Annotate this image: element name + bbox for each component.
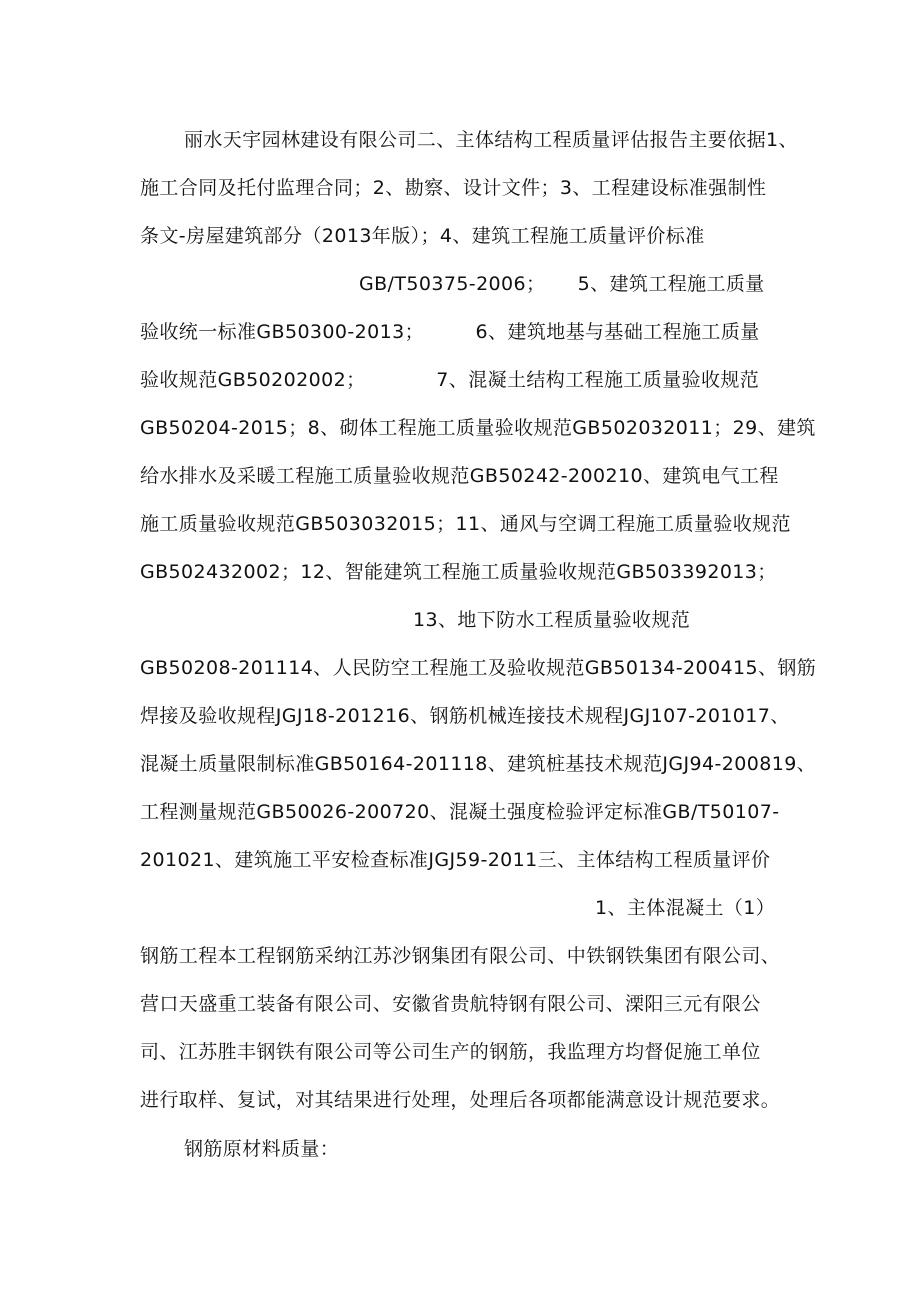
text-line: 营口天盛重工装备有限公司、安徽省贵航特钢有限公司、溧阳三元有限公 [140,993,761,1015]
text-line: 验收统一标准GB50300-2013； 6、建筑地基与基础工程施工质量 [140,321,760,343]
text-line: 司、江苏胜丰钢铁有限公司等公司生产的钢筋，我监理方均督促施工单位 [140,1041,761,1063]
text-line: 1、主体混凝土（1） [595,897,776,919]
text-line: GB50208-201114、人民防空工程施工及验收规范GB50134-200415、钢筋 [140,657,817,679]
text-line: GB502432002；12、智能建筑工程施工质量验收规范GB503392013； [140,561,777,583]
text-line: 施工合同及托付监理合同；2、勘察、设计文件；3、工程建设标准强制性 [140,177,767,199]
text-line: 施工质量验收规范GB503032015；11、通风与空调工程施工质量验收规范 [140,513,791,535]
text-line: 焊接及验收规程JGJ18-201216、钢筋机械连接技术规程JGJ107-201017、 [140,705,790,727]
text-line: 条文-房屋建筑部分（2013年版）；4、建筑工程施工质量评价标准 [140,225,705,247]
text-line: 进行取样、复试，对其结果进行处理，处理后各项都能满意设计规范要求。 [140,1089,781,1111]
text-line: 工程测量规范GB50026-200720、混凝土强度检验评定标准GB/T50107- [140,801,780,823]
text-line: 混凝土质量限制标准GB50164-201118、建筑桩基技术规范JGJ94-200819、 [140,753,817,775]
text-line: 丽水天宇园林建设有限公司二、主体结构工程质量评估报告主要依据1、 [184,129,798,151]
text-line: 13、地下防水工程质量验收规范 [413,609,691,631]
text-line: 验收规范GB50202002； 7、混凝土结构工程施工质量验收规范 [140,369,760,391]
text-line: 给水排水及采暖工程施工质量验收规范GB50242-200210、建筑电气工程 [140,465,779,487]
text-line: 钢筋工程本工程钢筋采纳江苏沙钢集团有限公司、中铁钢铁集团有限公司、 [140,945,781,967]
text-line: 201021、建筑施工平安检查标准JGJ59-2011三、主体结构工程质量评价 [140,849,771,871]
text-line: GB/T50375-2006； 5、建筑工程施工质量 [359,273,765,295]
text-line: 钢筋原材料质量： [184,1138,340,1160]
text-line: GB50204-2015；8、砌体工程施工质量验收规范GB502032011；29、建筑 [140,417,816,439]
